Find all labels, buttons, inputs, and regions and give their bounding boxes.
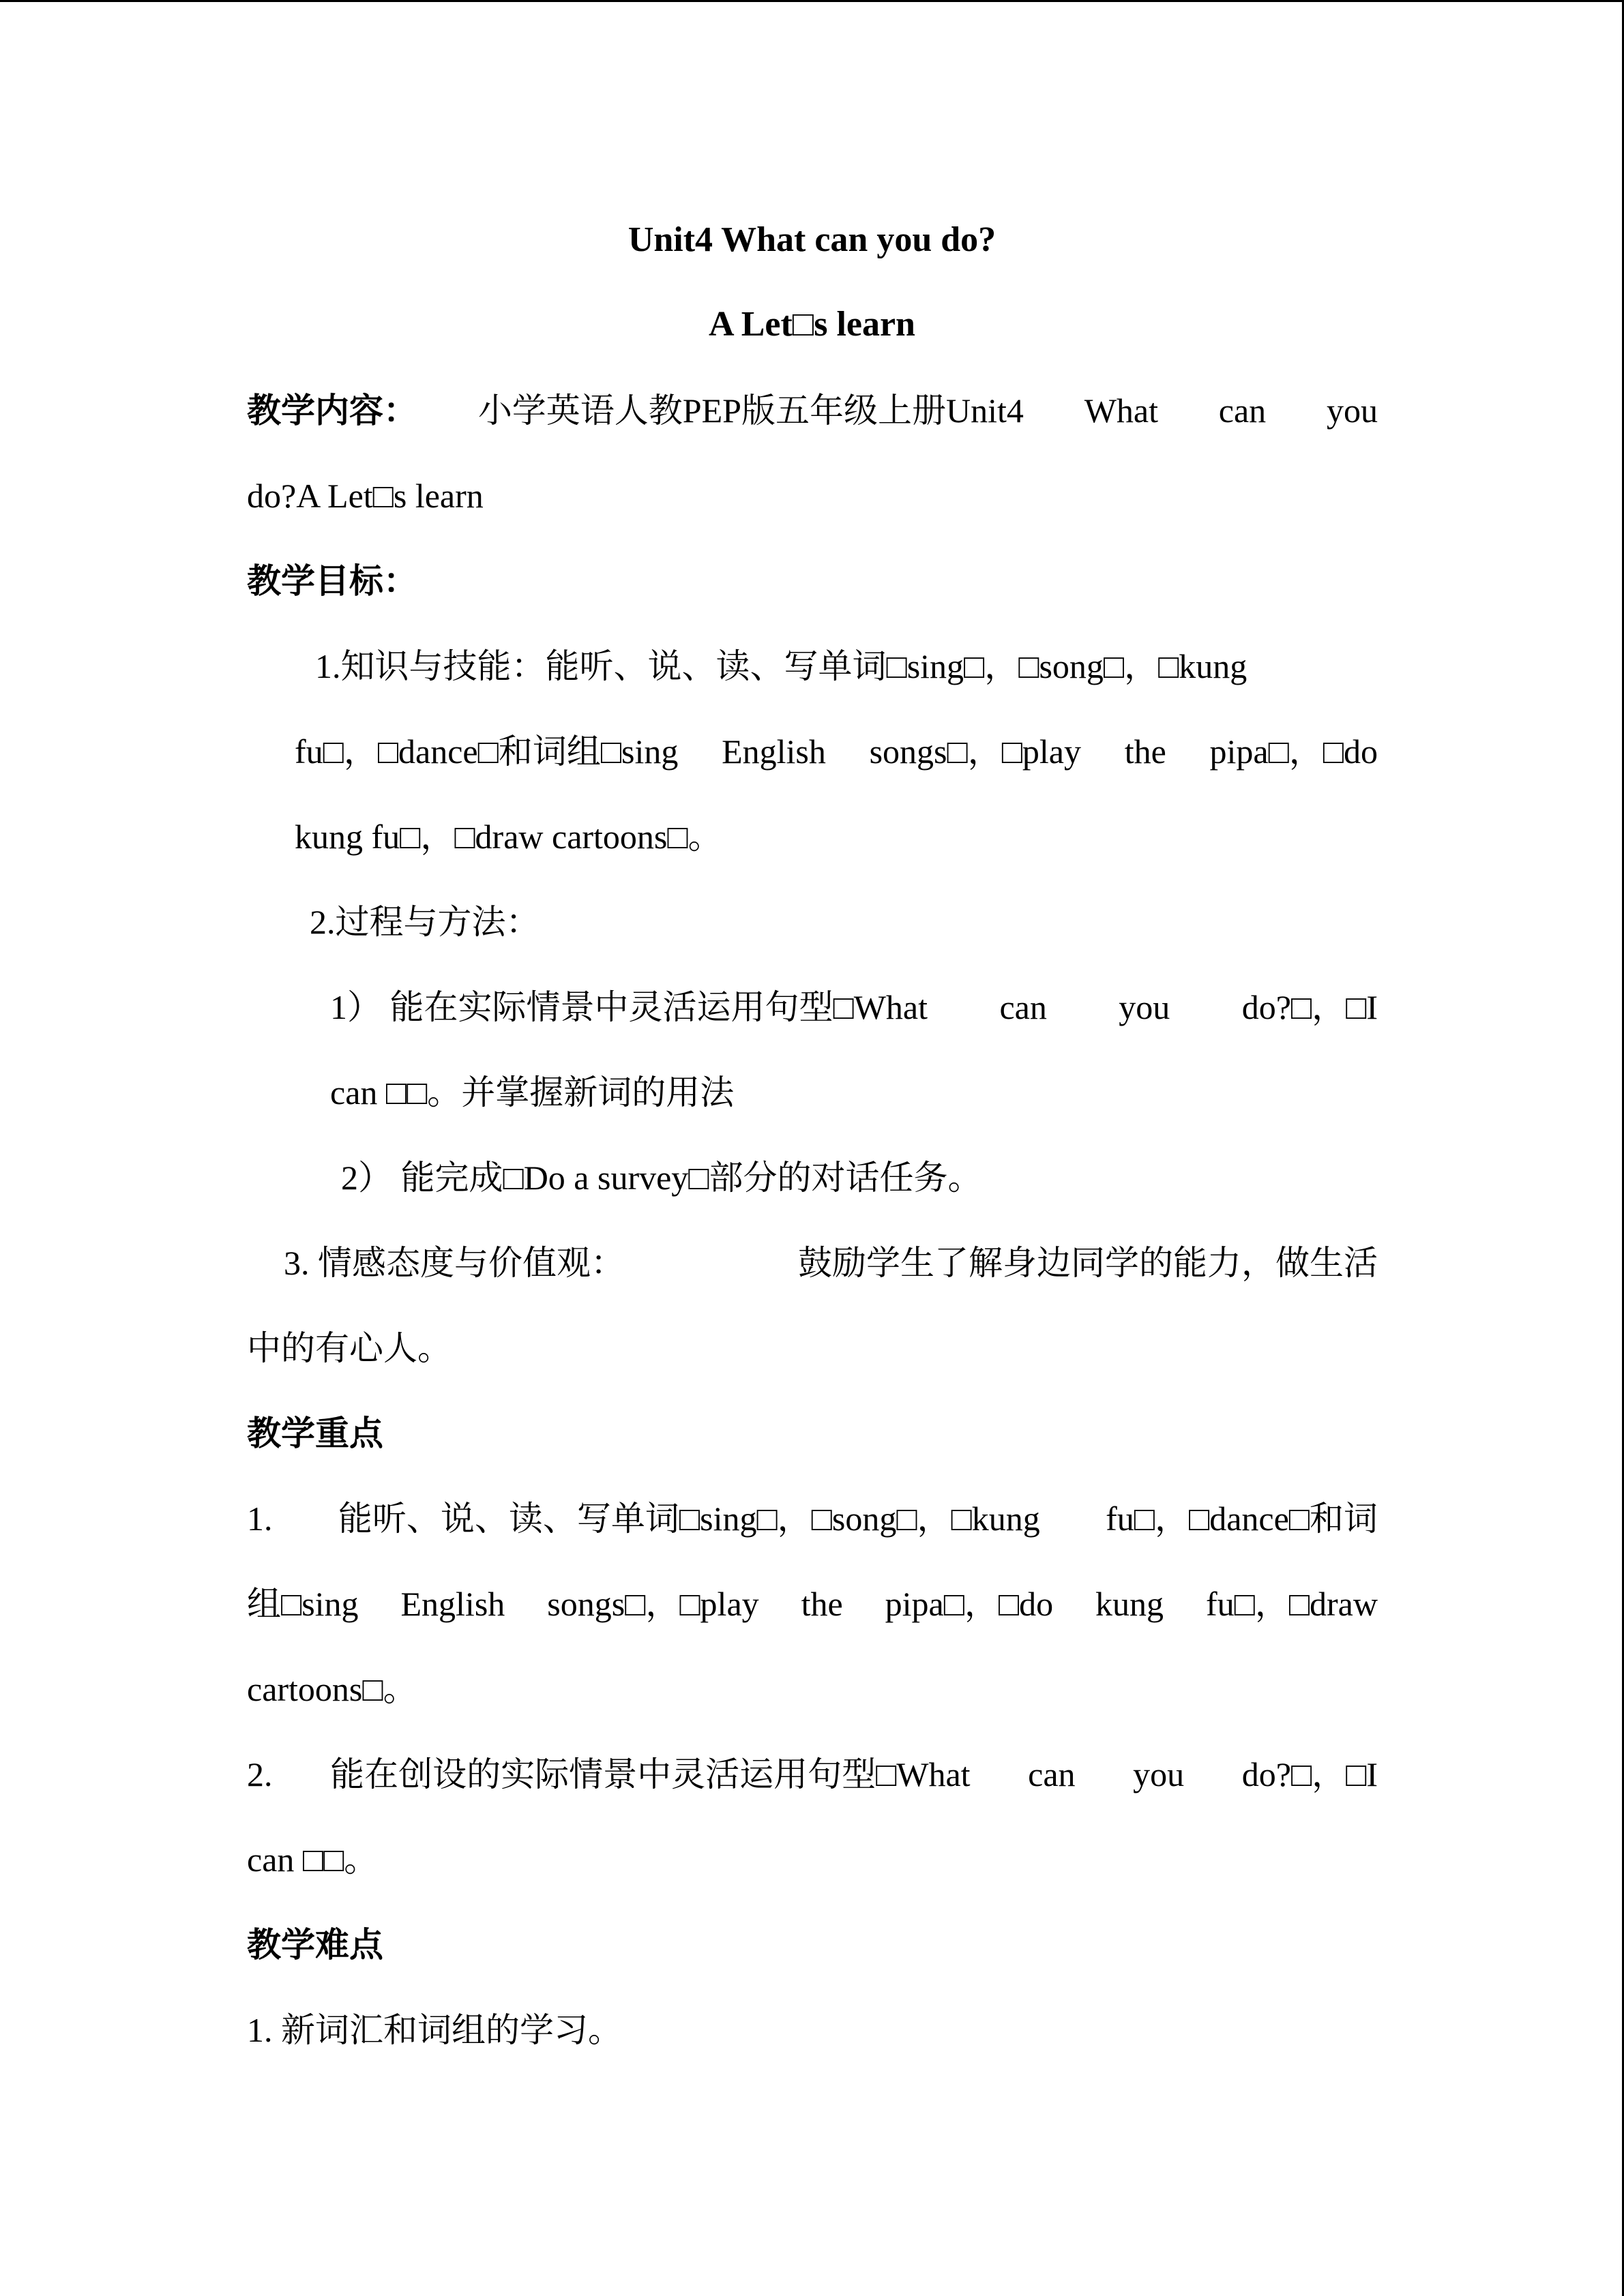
content-line-1 [247, 389, 1378, 432]
knowledge-line-2 [295, 730, 1378, 773]
knowledge-word: fu□，□dance□和词组□sing [295, 732, 679, 771]
key-word: songs□，□play [547, 1585, 759, 1623]
knowledge-word: the [1124, 732, 1166, 771]
knowledge-word: songs□，□play [869, 732, 1081, 771]
key-word: you [1133, 1755, 1185, 1793]
key-word: the [801, 1585, 843, 1623]
attitude-label: 3. 情感态度与价值观： [284, 1244, 625, 1282]
key-points-label: 教学重点 [247, 1414, 383, 1452]
process-item-1-line-1 [330, 985, 1378, 1029]
key-points-item-1-line-3: cartoons□。 [247, 1670, 417, 1708]
key-word: fu□，□dance□和词 [1106, 1500, 1378, 1538]
document-subtitle: A Let□s learn [709, 305, 915, 344]
key-word: do?□，□I [1241, 1755, 1378, 1793]
key-word: 组□sing [247, 1585, 359, 1623]
key-points-item-1-line-1 [247, 1497, 1378, 1540]
content-word: 小学英语人教PEP版五年级上册Unit4 [477, 391, 1024, 430]
content-word: you [1326, 391, 1378, 430]
attitude-line-1 [284, 1241, 1378, 1285]
content-label: 教学内容： [247, 391, 417, 430]
process-word: you [1119, 988, 1170, 1026]
document-title: Unit4 What can you do? [628, 220, 996, 259]
key-word: kung [1095, 1585, 1164, 1623]
process-label: 2.过程与方法： [310, 903, 540, 941]
key-word: 能在创设的实际情景中灵活运用句型□What [330, 1755, 971, 1793]
difficulties-item-1: 1. 新词汇和词组的学习。 [247, 2011, 622, 2049]
process-word: do?□，□I [1241, 988, 1378, 1026]
process-word: 1） 能在实际情景中灵活运用句型□What [330, 988, 928, 1026]
key-word: 1. [247, 1500, 273, 1538]
process-item-2: 2） 能完成□Do a survey□部分的对话任务。 [341, 1159, 982, 1197]
content-word: What [1084, 391, 1158, 430]
knowledge-line-1: 1.知识与技能：能听、说、读、写单词□sing□，□song□，□kung [315, 647, 1247, 685]
knowledge-line-3: kung fu□，□draw cartoons□。 [295, 818, 722, 856]
key-word: 2. [247, 1755, 273, 1793]
content-line-2: do?A Let□s learn [247, 477, 484, 515]
key-word: pipa□，□do [885, 1585, 1054, 1623]
content-word: can [1218, 391, 1267, 430]
process-item-1-line-2: can □□。并掌握新词的用法 [330, 1073, 735, 1112]
key-word: can [1028, 1755, 1076, 1793]
objectives-label: 教学目标： [247, 562, 417, 600]
attitude-text: 鼓励学生了解身边同学的能力，做生活 [798, 1244, 1378, 1282]
key-points-item-1-line-2 [247, 1582, 1378, 1626]
knowledge-word: pipa□，□do [1209, 732, 1378, 771]
key-word: 能听、说、读、写单词□sing□，□song□，□kung [338, 1500, 1040, 1538]
key-word: English [400, 1585, 505, 1623]
process-word: can [999, 988, 1047, 1026]
attitude-line-2: 中的有心人。 [247, 1329, 452, 1367]
difficulties-label: 教学难点 [247, 1926, 383, 1964]
key-word: fu□，□draw [1205, 1585, 1378, 1623]
knowledge-word: English [722, 732, 826, 771]
page-border-top [0, 0, 1624, 2]
key-points-item-2-line-2: can □□。 [247, 1840, 379, 1879]
key-points-item-2-line-1 [247, 1753, 1378, 1796]
